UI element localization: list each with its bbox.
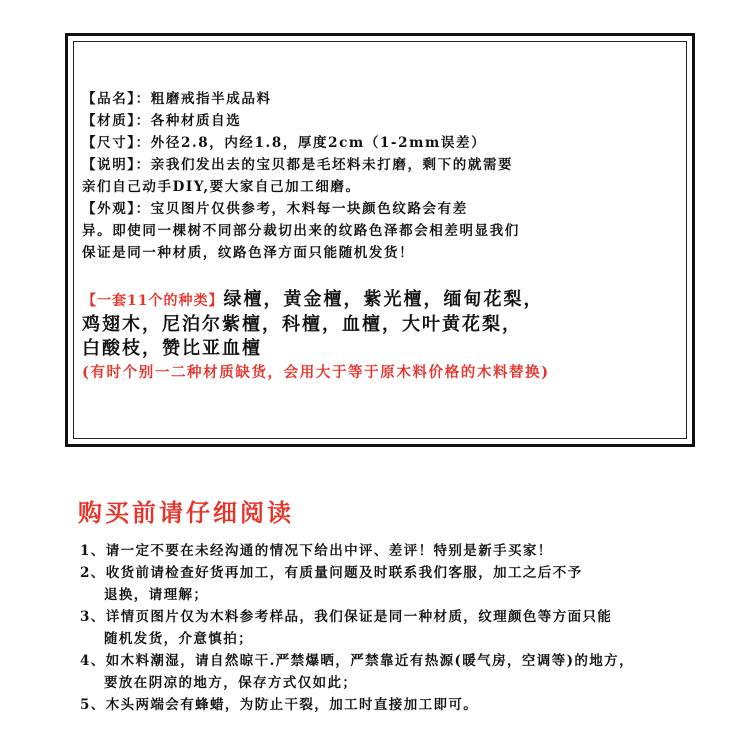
name-value: 粗磨戒指半成品料	[150, 91, 272, 107]
spec-name-line	[82, 88, 672, 110]
notice-item-3-cont: 随机发货，介意慎拍；	[104, 631, 253, 647]
species-line-3: 白酸枝，赞比亚血檀	[82, 338, 262, 359]
size-label: 【尺寸】：	[82, 135, 151, 151]
notice-item-4: 4、如木料潮湿，请自然晾干.严禁爆晒，严禁靠近有热源(暖气房，空调等)的地方，	[80, 653, 634, 669]
notice-list	[80, 540, 720, 716]
material-label: 【材质】：	[82, 113, 151, 129]
name-label: 【品名】：	[82, 91, 151, 107]
notice-item-4-cont: 要放在阴凉的地方，保存方式仅如此；	[104, 675, 358, 691]
notice-item-2: 2、收货前请检查好货再加工，有质量问题及时联系我们客服，加工之后不予	[80, 565, 583, 581]
desc-text: 亲我们发出去的宝贝都是毛坯料未打磨，剩下的就需要	[150, 157, 514, 173]
species-line-2: 鸡翅木，尼泊尔紫檀，科檀，血檀，大叶黄花梨，	[82, 314, 522, 335]
spec-appearance-line-2: 异。即使同一棵树不同部分裁切出来的纹路色泽都会相差明显我们	[82, 223, 520, 239]
species-list-1: 绿檀，黄金檀，紫光檀，缅甸花梨，	[223, 289, 544, 310]
spec-appearance-line	[82, 198, 672, 220]
spec-material-line	[82, 110, 672, 132]
species-substitution-note: (有时个别一二种材质缺货，会用大于等于原木料价格的木料替换)	[82, 364, 550, 381]
notice-item-5: 5、木头两端会有蜂蜡，为防止干裂，加工时直接加工即可。	[80, 697, 479, 713]
material-value: 各种材质自选	[150, 113, 242, 129]
species-tag: 【一套11个的种类】	[82, 293, 224, 309]
notice-item-3: 3、详情页图片仅为木料参考样品，我们保证是同一种材质，纹理颜色等方面只能	[80, 609, 613, 625]
product-info-frame	[65, 33, 695, 447]
spec-desc-line	[82, 154, 672, 176]
spec-appearance-line-3: 保证是同一种材质，纹路色泽方面只能随机发货！	[82, 245, 415, 261]
notice-item-1: 1、请一定不要在未经沟通的情况下给出中评、差评！特别是新手买家！	[80, 543, 553, 559]
size-value: 外径2.8，内经1.8，厚度2cm（1-2mm误差）	[150, 135, 487, 151]
notice-title: 购买前请仔细阅读	[78, 498, 294, 527]
spec-block	[82, 88, 672, 264]
spec-size-line	[82, 132, 672, 154]
desc-label: 【说明】：	[82, 157, 151, 173]
spec-desc-line-2: 亲们自己动手DIY,要大家自己加工细磨。	[82, 179, 361, 195]
appearance-text: 宝贝图片仅供参考，木料每一块颜色纹路会有差	[150, 201, 468, 217]
appearance-label: 【外观】：	[82, 201, 151, 217]
species-line-1	[82, 288, 682, 313]
notice-item-2-cont: 退换，请理解；	[104, 587, 209, 603]
species-block	[82, 288, 682, 385]
